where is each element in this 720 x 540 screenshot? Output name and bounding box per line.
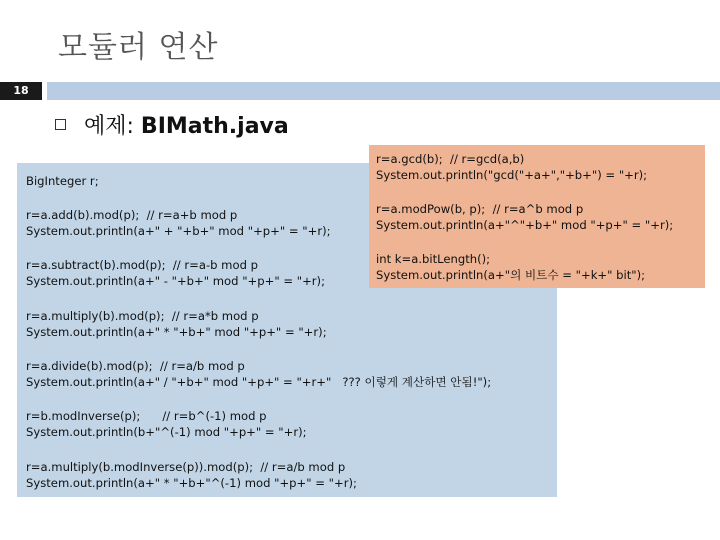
code-line-multiply: r=a.multiply(b).mod(p); // r=a*b mod p [26, 309, 259, 323]
example-filename: BIMath.java [140, 114, 289, 139]
side-code-line-bitlength: int k=a.bitLength(); [376, 252, 491, 266]
example-heading [84, 109, 289, 140]
code-line-multiply-inverse-print: System.out.println(a+" * "+b+"^(-1) mod "+p+" = "+r); [26, 476, 357, 490]
code-line-add: r=a.add(b).mod(p); // r=a+b mod p [26, 208, 238, 222]
code-line-add-print: System.out.println(a+" + "+b+" mod "+p+" = "+r); [26, 224, 331, 238]
code-line-mod-inverse: r=b.modInverse(p); // r=b^(-1) mod p [26, 409, 267, 423]
side-code-line-gcd: r=a.gcd(b); // r=gcd(a,b) [376, 152, 525, 166]
code-line-subtract: r=a.subtract(b).mod(p); // r=a-b mod p [26, 258, 258, 272]
side-code-line-modpow: r=a.modPow(b, p); // r=a^b mod p [376, 202, 584, 216]
side-code-line-gcd-print: System.out.println("gcd("+a+","+b+") = "+r); [376, 168, 648, 182]
slide-title: 모듈러 연산 [58, 30, 219, 65]
code-line-subtract-print: System.out.println(a+" - "+b+" mod "+p+" = "+r); [26, 274, 325, 288]
code-line-divide-print: System.out.println(a+" / "+b+" mod "+p+" = "+r+" ??? 이렇게 계산하면 안됨!"); [26, 375, 492, 389]
code-line-multiply-print: System.out.println(a+" * "+b+" mod "+p+" = "+r); [26, 325, 327, 339]
code-line-divide: r=a.divide(b).mod(p); // r=a/b mod p [26, 359, 245, 373]
code-line-multiply-inverse: r=a.multiply(b.modInverse(p)).mod(p); // r=a/b mod p [26, 460, 346, 474]
side-code-line-bitlength-print: System.out.println(a+"의 비트수 = "+k+" bit"); [376, 268, 646, 282]
header-rule-bar [47, 82, 720, 100]
code-line-mod-inverse-print: System.out.println(b+"^(-1) mod "+p+" = "+r); [26, 425, 307, 439]
example-heading-prefix: 예제: [84, 114, 141, 139]
side-code-line-modpow-print: System.out.println(a+"^"+b+" mod "+p+" = "+r); [376, 218, 674, 232]
slide-number: 18 [0, 82, 42, 100]
square-bullet-icon [55, 119, 66, 130]
code-line-declaration: BigInteger r; [26, 174, 99, 188]
